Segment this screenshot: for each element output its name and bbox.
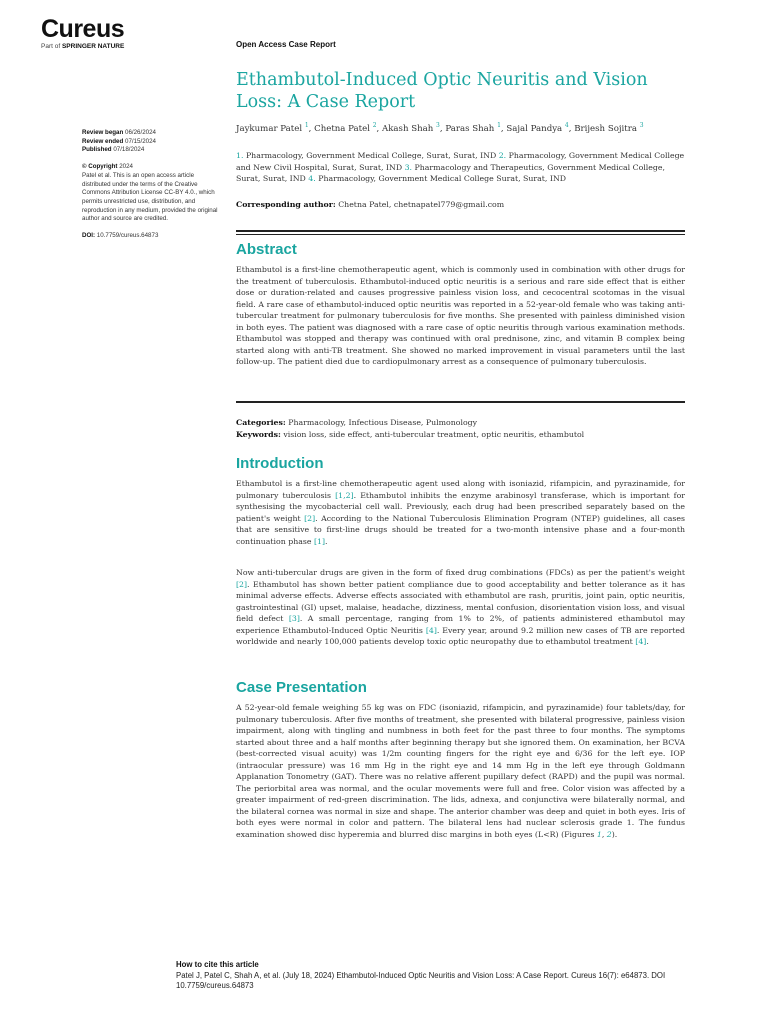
article-type: Open Access Case Report bbox=[236, 40, 336, 49]
logo-subtitle bbox=[41, 43, 124, 50]
affiliation-number: 1. bbox=[236, 151, 244, 160]
abstract-heading: Abstract bbox=[236, 241, 297, 258]
doi-link[interactable]: 10.7759/cureus.64873 bbox=[96, 232, 159, 240]
author-list: Jaykumar Patel $^1$, Chetna Patel $^2$, Akash Shah $^3$, Paras Shah $^1$, Sajal Pandya $^4$, Brijesh Sojitra $^3$ bbox=[236, 122, 644, 134]
introduction-paragraph: Now anti-tubercular drugs are given in the form of fixed drug combinations (FDCs) as per the patient's weight [2]. Ethambutol has shown better patient compliance due to good acceptability and better tolerance as it has minimal adverse effects. Adverse effects associated with ethambutol are rash, pruritis, joint pain, optic neuritis, gastrointestinal (GI) upset, malaise, headache, dizziness, mental confusion, disorientation vision loss, and visual field defect [3]. A small percentage, ranging from 1% to 2%, of patients administered ethambutol may experience Ethambutol-Induced Optic Neuritis [4]. Every year, around 9.2 million new cases of TB are reported worldwide and nearly 100,000 patients develop toxic optic neuropathy due to ethambutol treatment [4]. bbox=[236, 568, 686, 647]
affiliation-number: 3. bbox=[404, 162, 413, 172]
logo-part-of: Part of bbox=[41, 43, 61, 50]
corresponding-label: Corresponding author: bbox=[236, 200, 336, 209]
introduction-heading: Introduction bbox=[236, 455, 324, 472]
how-to-cite bbox=[176, 960, 696, 992]
case-presentation-heading: Case Presentation bbox=[236, 679, 367, 696]
figure-link[interactable]: 1 bbox=[596, 830, 602, 840]
divider bbox=[236, 234, 685, 235]
citation-link[interactable]: [4] bbox=[425, 625, 437, 635]
doi: DOI: 10.7759/cureus.64873 bbox=[82, 232, 159, 240]
affiliations bbox=[236, 150, 686, 185]
author[interactable]: Jaykumar Patel $^1$ bbox=[236, 122, 309, 134]
author[interactable]: Brijesh Sojitra $^3$ bbox=[574, 122, 644, 134]
article-info-sidebar bbox=[82, 129, 222, 241]
cite-text: Patel J, Patel C, Shah A, et al. (July 18, 2024) Ethambutol-Induced Optic Neuritis and Vision Loss: A Case Report. Cureus 16(7): e64873. DOI 10.7759/cureus.64873 bbox=[176, 970, 666, 990]
article-title: Ethambutol-Induced Optic Neuritis and Vision Loss: A Case Report bbox=[236, 70, 648, 112]
categories: Categories: Pharmacology, Infectious Disease, Pulmonology bbox=[236, 418, 478, 427]
journal-logo bbox=[41, 16, 124, 50]
affiliation: Pharmacology, Government Medical College Surat, Surat, IND bbox=[318, 174, 567, 183]
introduction-paragraph: Ethambutol is a first-line chemotherapeutic agent used along with isoniazid, rifampicin, and pyrazinamide, for pulmonary tuberculosis [1,2]. Ethambutol inhibits the enzyme arabinosyl transferase, which is important for synthesising the mycobacterial cell wall. Previously, each drug had been prescribed separately based on the patient's weight [2]. According to the National Tuberculosis Elimination Program (NTEP) guidelines, all cases that are sensitive to first-line drugs should be treated for a two-month intensive phase and a four-month continuation phase [1]. bbox=[236, 479, 685, 546]
copyright: © Copyright 2024 bbox=[82, 163, 133, 171]
license-text: Patel et al. This is an open access article distributed under the terms of the Creative Commons Attribution License CC-BY 4.0., which permits unrestricted use, distribution, and reproduction in any medium, provided the original author and source are credited. bbox=[82, 171, 218, 223]
author[interactable]: Sajal Pandya $^4$ bbox=[506, 122, 569, 134]
logo-wordmark: Cureus bbox=[41, 15, 125, 43]
author[interactable]: Paras Shah $^1$ bbox=[445, 122, 501, 134]
categories-keywords bbox=[236, 417, 685, 440]
citation-link[interactable]: [1] bbox=[313, 536, 326, 546]
divider bbox=[236, 230, 685, 232]
citation-link[interactable]: [1,2] bbox=[335, 490, 354, 500]
affiliation-number: 4. bbox=[308, 174, 316, 183]
citation-link[interactable]: [3] bbox=[288, 614, 300, 624]
published-date: Published 07/18/2024 bbox=[82, 146, 145, 154]
abstract-text: Ethambutol is a first-line chemotherapeutic agent, which is commonly used in combination with other drugs for the treatment of tuberculosis. Ethambutol-induced optic neuritis is a serious and rare side effect that is either dose or duration-related and causes progressive painless vision loss, and cecocentral scotomas in the visual field. A rare case of ethambutol-induced optic neuritis was reported in a 52-year-old female who was taking anti-tubercular treatment for pulmonary tuberculosis for five months. She presented with painless diminished vision in both eyes. The patient was diagnosed with a rare case of optic neuritis through various examination methods. Ethambutol was stopped and therapy was continued with oral prednisone, zinc, and vitamin B complex being started along with anti-TB treatment. She showed no marked improvement in visual parameters until the last follow-up. The patient died due to cardiopulmonary arrest as a consequence of pulmonary tuberculosis. bbox=[236, 265, 685, 367]
citation-link[interactable]: [2] bbox=[236, 579, 248, 589]
author[interactable]: Akash Shah $^3$ bbox=[382, 122, 440, 134]
citation-link[interactable]: [2] bbox=[304, 513, 316, 523]
affiliation-number: 2. bbox=[498, 151, 507, 160]
affiliation: Pharmacology, Government Medical College, Surat, Surat, IND bbox=[245, 151, 497, 160]
affiliation: Pharmacology and Therapeutics, Government Medical College, Surat, Surat, IND bbox=[236, 162, 665, 183]
corresponding-email[interactable]: Chetna Patel, chetnapatel779@gmail.com bbox=[338, 200, 505, 209]
cite-heading: How to cite this article bbox=[176, 960, 259, 969]
keywords: Keywords: vision loss, side effect, anti-tubercular treatment, optic neuritis, ethambutol bbox=[236, 429, 585, 439]
logo-brand: SPRINGER NATURE bbox=[61, 43, 125, 50]
review-began: Review began 06/26/2024 bbox=[82, 129, 156, 136]
figure-link[interactable]: 2 bbox=[606, 830, 612, 840]
author[interactable]: Chetna Patel $^2$ bbox=[314, 122, 377, 134]
review-ended: Review ended 07/15/2024 bbox=[82, 137, 156, 145]
divider bbox=[236, 401, 685, 403]
affiliation: Pharmacology, Government Medical College and New Civil Hospital, Surat, Surat, IND bbox=[236, 151, 685, 172]
corresponding-author bbox=[236, 200, 686, 209]
citation-link[interactable]: [4] bbox=[635, 637, 647, 647]
case-presentation-paragraph: A 52-year-old female weighing 55 kg was on FDC (isoniazid, rifampicin, and pyrazinamide) four tablets/day, for pulmonary tuberculosis. After five months of treatment, she presented with bilateral progressive, painless vision impairment, along with tingling and numbness in both feet for the past three to four months. The symptoms started about three and a half months after beginning therapy but she ignored them. On examination, her BCVA (best-corrected visual acuity) was 1/2m counting fingers for the right eye and 6/36 for the left eye. IOP (intraocular pressure) was 16 mm Hg in the right eye and 14 mm Hg in the left eye through Goldmann Applanation Tonometry (GAT). There was no relative afferent pupillary defect (RAPD) and the pupil was normal. The periorbital area was normal, and the ocular movements were full and free. Color vision was affected by a greater impairment of red-green discrimination. The lids, adnexa, and conjunctiva were bilaterally normal, and the bilateral cornea was normal in size and shape. The anterior chamber was deep and quiet in both eyes. Iris of both eyes were normal in color and pattern. The bilateral lens had nuclear sclerosis grade 1. The fundus examination showed disc hyperemia and blurred disc margins in both eyes (L<R) (Figures 1, 2). bbox=[236, 703, 685, 840]
